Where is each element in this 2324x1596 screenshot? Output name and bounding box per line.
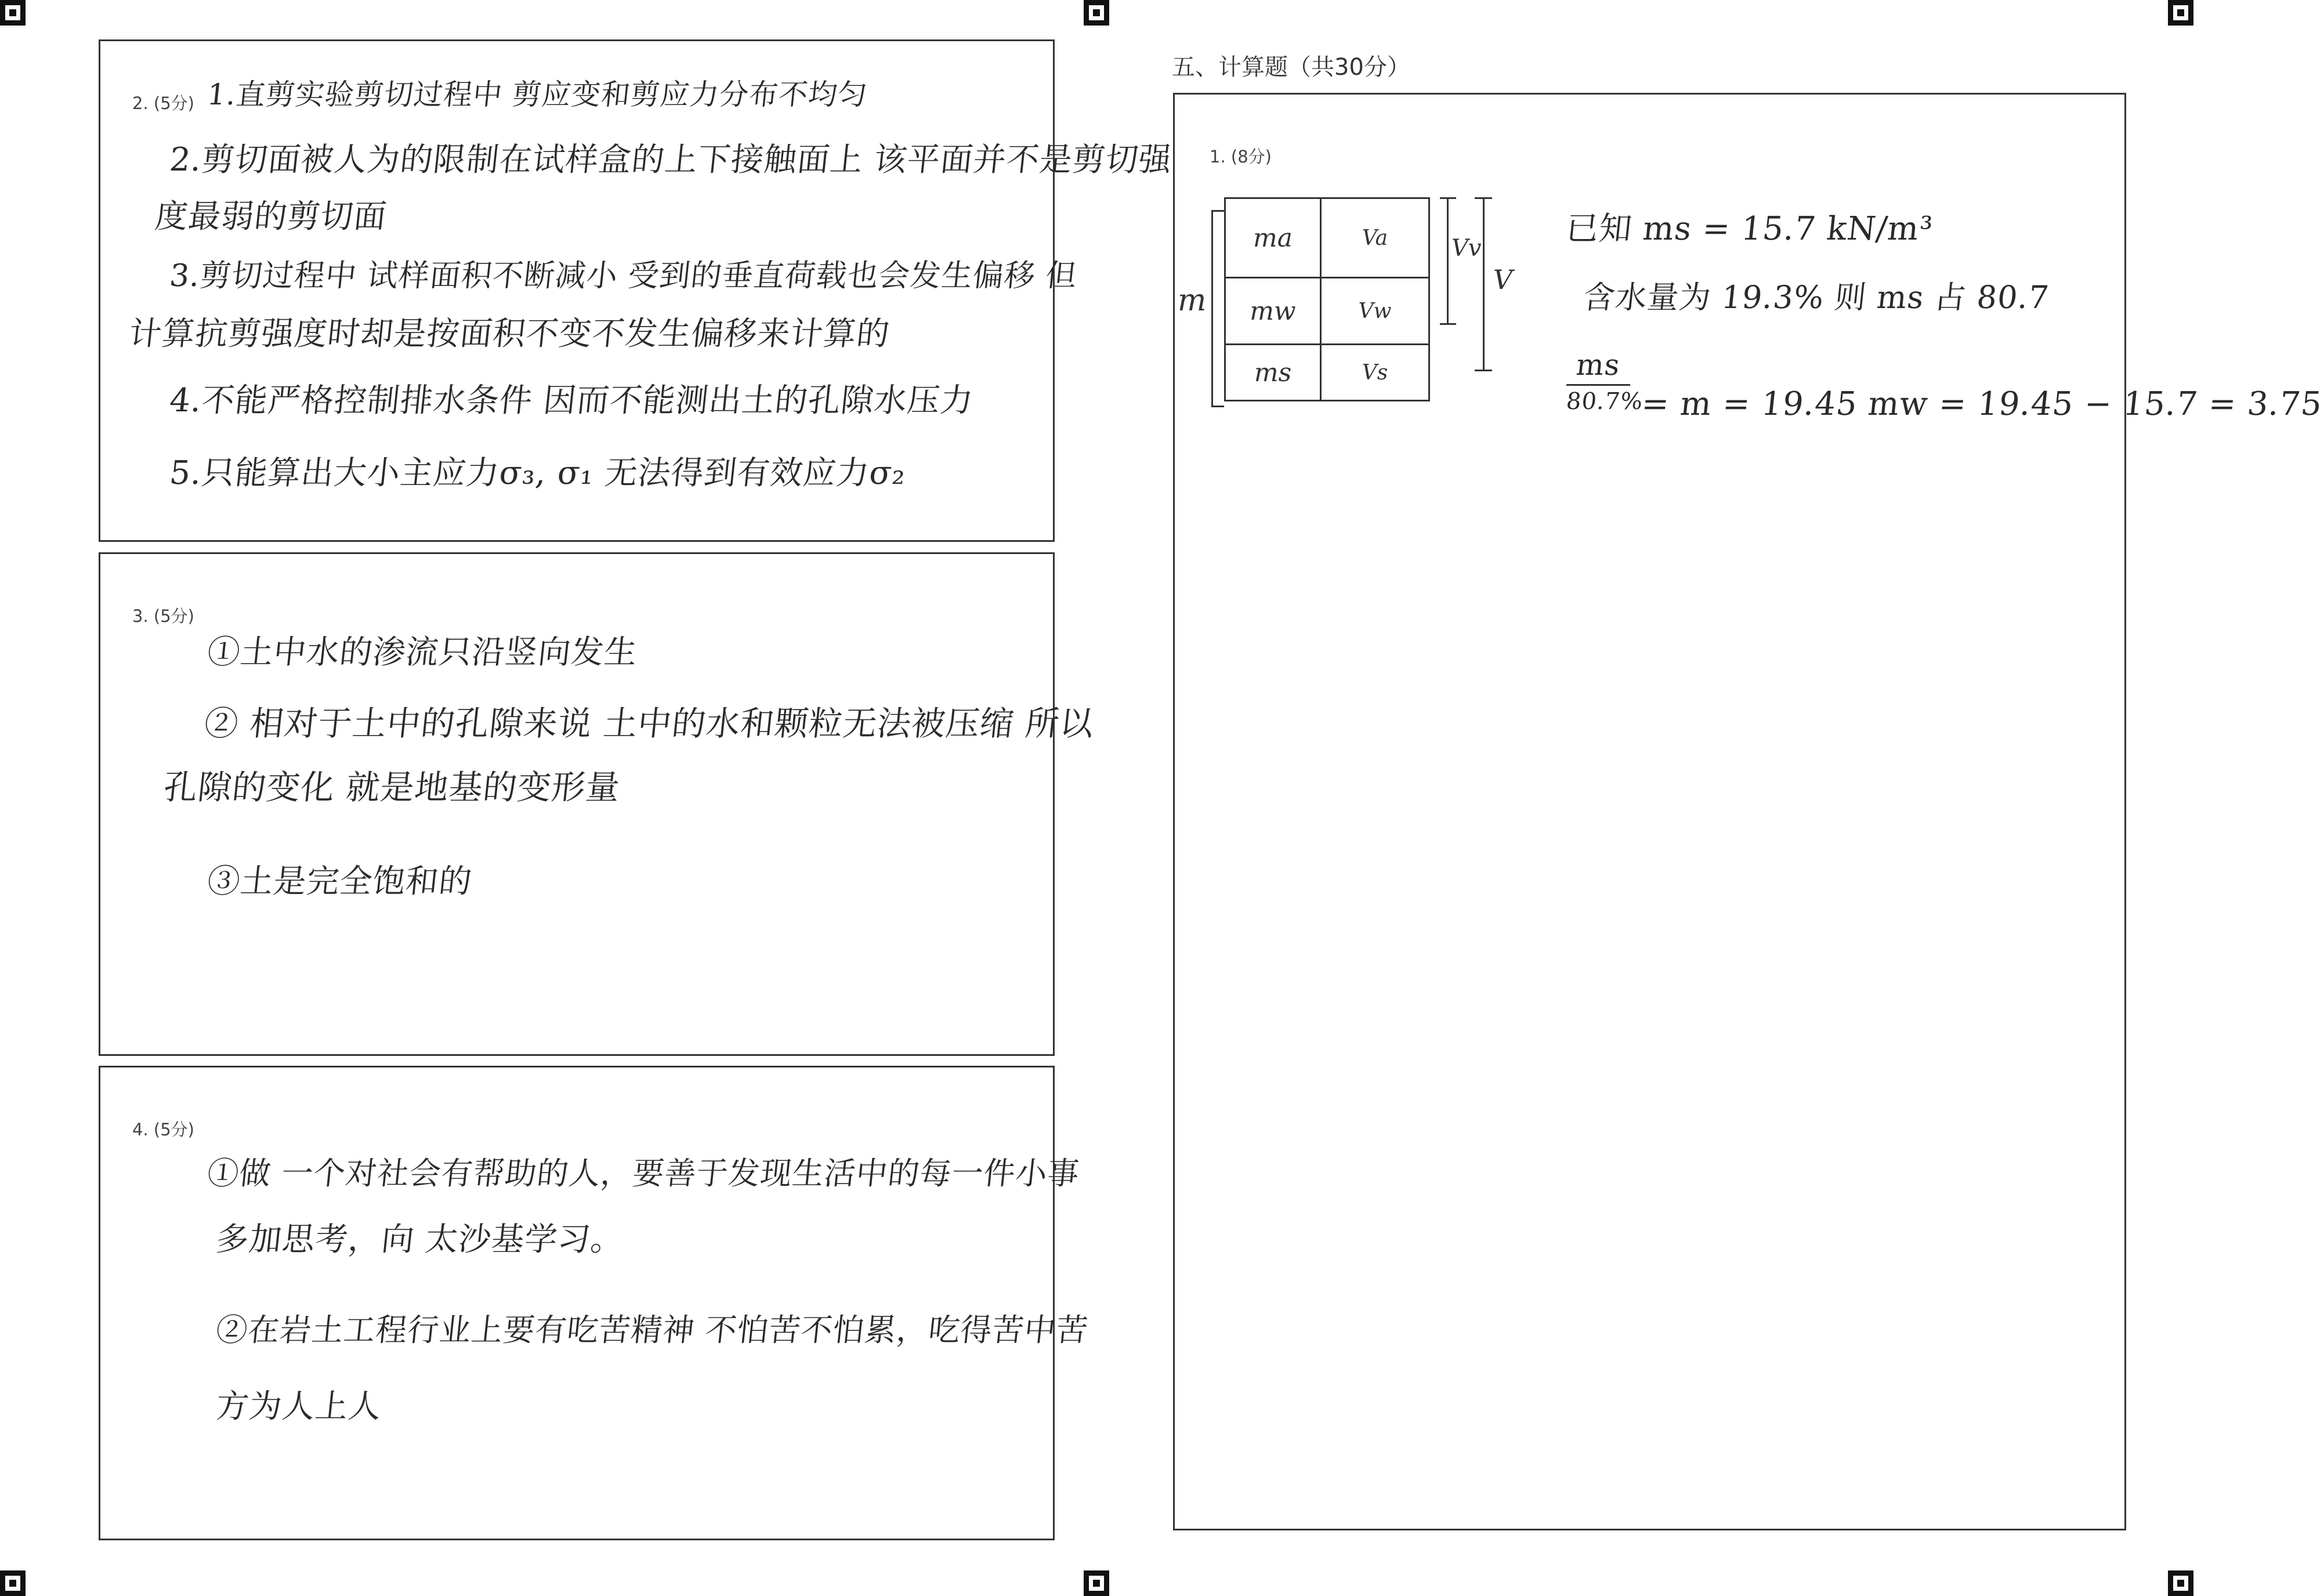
- total-volume-label: V: [1493, 264, 1513, 295]
- handwritten-line: 多加思考，向 太沙基学习。: [214, 1221, 626, 1258]
- diagram-bracket-line: [1440, 323, 1456, 325]
- diagram-bracket-line: [1475, 370, 1492, 371]
- fraction: [1565, 348, 1645, 415]
- diagram-bracket-line: [1211, 210, 1224, 212]
- diagram-bracket-line: [1440, 197, 1456, 199]
- handwritten-line: 1.直剪实验剪切过程中 剪应变和剪应力分布不均匀: [205, 78, 870, 111]
- calc-line: = m = 19.45 mw = 19.45 − 15.7 = 3.75: [1639, 385, 2324, 423]
- registration-marker: [1084, 1570, 1109, 1596]
- question-number: 2. (5分): [132, 93, 194, 113]
- total-mass-label: m: [1178, 283, 1207, 318]
- phase-cell-air-mass: ma: [1224, 197, 1322, 278]
- phase-cell-solid-volume: Vs: [1320, 343, 1430, 401]
- answer-box-q4: [99, 1066, 1091, 1540]
- question-number: 4. (5分): [132, 1120, 194, 1139]
- diagram-bracket-line: [1211, 210, 1213, 407]
- handwritten-line: 方为人上人: [214, 1388, 383, 1425]
- calc-line: 已知 ms = 15.7 kN/m³: [1564, 210, 1935, 248]
- handwritten-line: 4.不能严格控制排水条件 因而不能测出土的孔隙水压力: [168, 382, 976, 419]
- handwritten-line: 5.只能算出大小主应力σ₃, σ₁ 无法得到有效应力σ₂: [168, 454, 908, 492]
- answer-box-q2: [99, 39, 1174, 542]
- section-title: 五、计算题（共30分）: [1172, 54, 1410, 81]
- diagram-bracket-line: [1475, 197, 1492, 199]
- handwritten-line: ②在岩土工程行业上要有吃苦精神 不怕苦不怕累，吃得苦中苦: [214, 1312, 1091, 1348]
- registration-marker: [2168, 0, 2193, 26]
- void-volume-label: Vv: [1451, 235, 1482, 262]
- handwritten-line: 3.剪切过程中 试样面积不断减小 受到的垂直荷载也会发生偏移 但: [168, 258, 1079, 294]
- handwritten-line: 度最弱的剪切面: [153, 198, 389, 236]
- phase-cell-air-volume: Va: [1320, 197, 1430, 278]
- handwritten-line: ①土中水的渗流只沿竖向发生: [205, 634, 639, 671]
- registration-marker: [0, 0, 26, 26]
- registration-marker: [2168, 1570, 2193, 1596]
- handwritten-line: 孔隙的变化 就是地基的变形量: [161, 768, 622, 807]
- registration-marker: [0, 1570, 26, 1596]
- answer-box-q3: [99, 552, 1096, 1056]
- registration-marker: [1084, 0, 1109, 26]
- diagram-bracket-line: [1483, 197, 1485, 371]
- diagram-bracket-line: [1211, 406, 1224, 407]
- handwritten-line: 计算抗剪强度时却是按面积不变不发生偏移来计算的: [127, 315, 892, 353]
- handwritten-line: ② 相对于土中的孔隙来说 土中的水和颗粒无法被压缩 所以: [202, 704, 1096, 743]
- question-number: 1. (8分): [1210, 147, 1272, 167]
- fraction-denominator: 80.7%: [1565, 388, 1645, 415]
- question-number: 3. (5分): [132, 606, 194, 626]
- phase-cell-water-mass: mw: [1224, 277, 1322, 345]
- fraction-bar: [1566, 384, 1630, 386]
- phase-cell-water-volume: Vw: [1320, 277, 1430, 345]
- fraction-numerator: ms: [1574, 348, 1622, 382]
- phase-cell-solid-mass: ms: [1224, 343, 1322, 401]
- handwritten-line: 2.剪切面被人为的限制在试样盒的上下接触面上 该平面并不是剪切强: [168, 141, 1174, 179]
- handwritten-line: ③土是完全饱和的: [205, 863, 474, 900]
- calc-line: 含水量为 19.3% 则 ms 占 80.7: [1581, 279, 2051, 316]
- diagram-bracket-line: [1447, 197, 1449, 325]
- handwritten-line: ①做 一个对社会有帮助的人，要善于发现生活中的每一件小事: [205, 1155, 1082, 1192]
